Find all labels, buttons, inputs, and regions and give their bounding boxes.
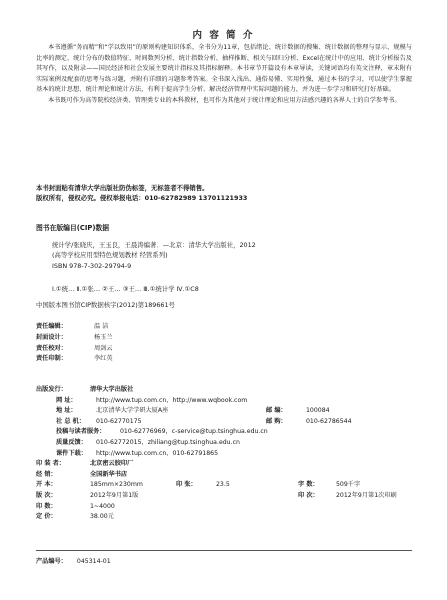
publication-info — [36, 385, 412, 523]
quality-feedback-value: 010-62772015，zhiliang@tup.tsinghua.edu.cn — [96, 438, 240, 446]
print-run-row — [36, 502, 412, 513]
editor-row — [36, 322, 113, 333]
format-value: 185mm×230mm — [90, 481, 143, 489]
distributor-label: 经 销： — [36, 470, 57, 478]
cip-number: 中国版本图书馆CIP数据核字(2012)第189661号 — [36, 301, 175, 309]
printer-label: 印 装 者： — [36, 460, 66, 468]
quality-feedback-label: 质量反馈： — [56, 438, 87, 446]
publisher-name: 清华大学出版社 — [90, 386, 134, 393]
editor-credits — [36, 322, 113, 365]
product-code-value: 045314-01 — [76, 558, 111, 565]
infringement-hotline: 版权所有，侵权必究。侵权举报电话：010-62782989 13701121933 — [36, 194, 248, 202]
print-run-value: 1~4000 — [90, 502, 115, 510]
sheets-label: 印 张： — [176, 481, 197, 489]
intro-paragraph-2: 本书既可作为高等院校经济类、管理类专业的本科教材，也可作为其他对于统计理论和应用方法感兴趣的各界人士的自学参考书。 — [48, 96, 401, 104]
cover-designer-value: 杨玉兰 — [94, 333, 113, 341]
address-row — [36, 406, 412, 417]
distributor-row — [36, 470, 412, 481]
format-label: 开 本： — [36, 481, 57, 489]
product-code-label: 产品编号： — [36, 558, 67, 565]
cip-record — [52, 240, 392, 271]
cip-classification: Ⅰ.①统… Ⅱ.①张… ②王… ③王… Ⅲ.①统计学 Ⅳ.①C8 — [52, 285, 199, 293]
impression-value: 2012年9月第1次印刷 — [336, 491, 397, 499]
publisher-row — [36, 385, 412, 396]
cip-line-2: (高等学校应用型特色规划教材 经管系列) — [52, 251, 168, 260]
proofreader-value: 周剑云 — [94, 344, 113, 352]
reader-service-value: 010-62776969，c-service@tup.tsinghua.edu.cn — [120, 428, 268, 436]
format-row — [36, 480, 412, 491]
publisher-label: 出版发行： — [36, 386, 67, 393]
intro-section — [36, 43, 412, 107]
courseware-label: 课件下载： — [56, 449, 87, 457]
zipcode-value: 100084 — [306, 407, 330, 415]
cip-isbn: ISBN 978-7-302-29794-9 — [52, 261, 132, 270]
editor-value: 温 洁 — [94, 323, 109, 330]
courseware-row — [36, 449, 412, 460]
reader-service-label: 投稿与读者服务： — [56, 428, 106, 436]
divider — [36, 550, 412, 551]
cip-title: 图书在版编目(CIP)数据 — [36, 224, 110, 232]
address-label: 地 址： — [56, 407, 77, 415]
wordcount-label: 字 数： — [298, 481, 319, 489]
edition-value: 2012年9月第1版 — [90, 491, 139, 499]
switchboard-row — [36, 417, 412, 428]
quality-feedback-row — [36, 438, 412, 449]
price-label: 定 价： — [36, 513, 57, 521]
anti-counterfeit-notice: 本书封面贴有清华大学出版社防伪标签，无标签者不得销售。 — [36, 184, 209, 192]
courseware-value: http://www.tup.com.cn，010-62791865 — [96, 449, 219, 457]
zipcode-label: 邮 编： — [266, 407, 287, 415]
edition-label: 版 次： — [36, 491, 57, 499]
distributor-value: 全国新华书店 — [90, 470, 128, 478]
proofreader-label: 责任校对： — [36, 344, 67, 352]
print-manager-value: 李红英 — [94, 355, 113, 363]
switchboard-value: 010-62770175 — [96, 417, 142, 425]
print-manager-row — [36, 354, 113, 365]
price-row — [36, 512, 412, 523]
price-value: 38.00元 — [90, 513, 114, 521]
proofreader-row — [36, 344, 113, 355]
editor-label: 责任编辑： — [36, 323, 67, 330]
print-manager-label: 责任印制： — [36, 355, 67, 363]
switchboard-label: 社 总 机： — [56, 417, 86, 425]
cover-designer-row — [36, 333, 113, 344]
sheets-value: 23.5 — [216, 481, 230, 489]
cover-designer-label: 封面设计： — [36, 333, 67, 341]
printer-value: 北京密云胶印厂 — [90, 460, 134, 468]
website-row — [36, 396, 412, 407]
impression-label: 印 次： — [298, 491, 319, 499]
reader-service-row — [36, 427, 412, 438]
print-run-label: 印 数： — [36, 502, 57, 510]
copyright-notice — [36, 183, 412, 203]
website-label: 网 址： — [56, 396, 77, 404]
intro-paragraph-1: 本书遵循“务而精”和“学以致用”的原则构建知识体系，全书分为11章，包括绪论、统计数据的搜集、统计数据的整理与显示、规模与比率的测定、统计分布的数值特征、时间数列分析、统计指数分析、抽样推断、相关与回归分析、Excel在统计中的应用、统计分析报告及其写作，以及附录——国民经济和社会发展主要统计指标及其指标解释。本书章节开篇设有本章导读，关键词语均有英文注释，章末附有实际案例及配套的思考与练习题，并附有详细的习题参考答案。全书深入浅出、通俗易懂、实用性强，通过本书的学习，可以使学生掌握基本的统计思想、统计理论和统计方法，有利于提高学生分析、解决经济管理中实际问题的能力，并为进一步学习和研究打好基础。 — [36, 44, 412, 94]
website-value: http://www.tup.com.cn，http://www.wqbook.com — [96, 396, 248, 404]
address-value: 北京清华大学学研大厦A座 — [96, 407, 169, 415]
edition-row — [36, 491, 412, 502]
mail-order-value: 010-62786544 — [306, 417, 352, 425]
cip-line-1: 统计学/张晓庆，王玉良，王晨涛编著．—北京：清华大学出版社，2012 — [52, 241, 256, 249]
wordcount-value: 509千字 — [336, 481, 361, 489]
printer-row — [36, 459, 412, 470]
page-title: 内 容 简 介 — [192, 30, 255, 41]
product-code — [36, 556, 111, 565]
mail-order-label: 邮 购： — [266, 417, 287, 425]
